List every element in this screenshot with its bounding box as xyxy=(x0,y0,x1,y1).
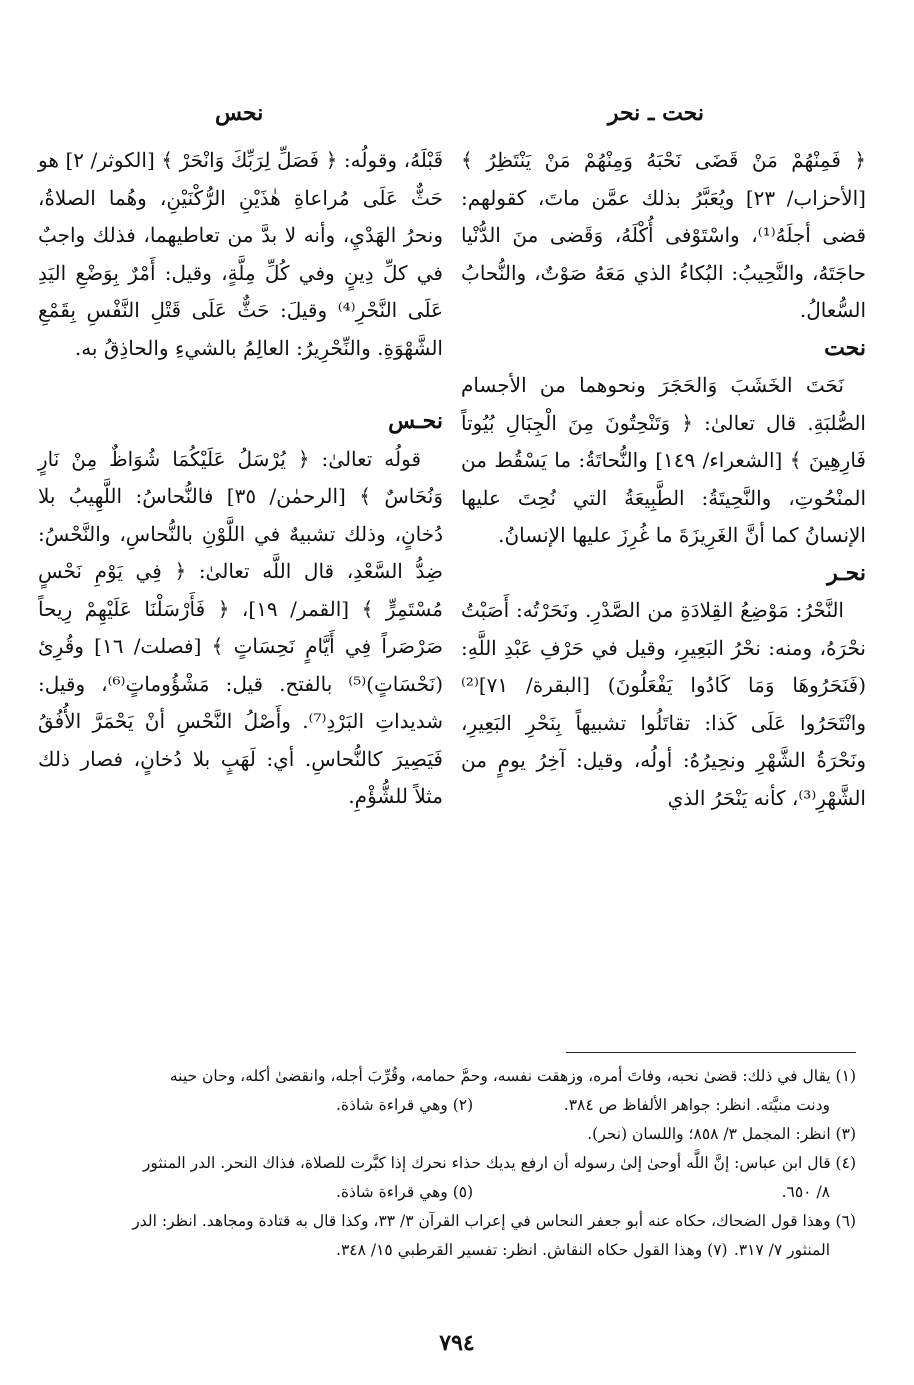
left-column xyxy=(38,142,443,1022)
entry-title-nahr: نحـر xyxy=(827,559,866,586)
footnote-6: (٦) وهذا قول الضحاك، حكاه عنه أبو جعفر النحاس في إعراب القرآن ٣/ ٣٣، وكذا قال به قتادة ومجاهد. انظر: الدر xyxy=(132,1212,856,1230)
footnote-1-continued: ودنت منيَّته. انظر: جواهر الألفاظ ص ٣٨٤. xyxy=(563,1096,830,1114)
paragraph-naht: نَحَتَ الخَشَبَ وَالحَجَرَ ونحوهما من الأجسام الصُّلبَةِ. قال تعالىٰ: ﴿ وَتَنْحِتُونَ مِنَ الْجِبَالِ بُيُوتاً فَارِهِينَ ﴾ [الشعراء/ ١٤٩] والنُّحاتَةُ: ما يَسْقُط من المنْحُوتِ، والنَّحِيتَةُ: الطَّبِيعَةُ التي نُحِتَ عليها الإنسانُ كما أنَّ الغَرِيزَةَ ما غُرِزَ عليها الإنسانُ. xyxy=(461,373,866,547)
running-header-right: نحت ـ نحر xyxy=(607,100,704,126)
footnote-1: (١) يقال في ذلك: قضىٰ نحبه، وفاتَ أمره، وزهقت نفسه، وحمَّ حمامه، وقُرِّبَ أجله، وانقضىٰ أكله، وحان حينه xyxy=(169,1067,856,1085)
page-number: ٧٩٤ xyxy=(439,1330,475,1356)
paragraph-nahb-continued: ﴿ فَمِنْهُمْ مَنْ قَضَى نَحْبَهُ وَمِنْهُمْ مَنْ يَنْتَظِرُ ﴾ [الأحزاب/ ٢٣] ويُعَبَّرُ بذلك عمَّن ماتَ، كقولهم: قضى أجلَهُ⁽¹⁾، واسْتَوْفى أُكْلَهُ، وَقَضى منَ الدُّنْيا حاجَتَهُ، والنَّحِيبُ: البُكاءُ الذي مَعَهُ صَوْتٌ، والنُّحابُ السُّعالُ. xyxy=(461,148,867,322)
footnote-7: (٧) وهذا القول حكاه النقاش. انظر: تفسير القرطبي ١٥/ ٣٤٨. xyxy=(336,1241,728,1259)
footnote-4-continued: ٨/ ٦٥٠. xyxy=(781,1183,830,1201)
footnote-divider xyxy=(566,1052,856,1053)
footnote-6-continued: المنثور ٧/ ٣١٧. xyxy=(733,1241,830,1259)
entry-title-nahs: نحـس xyxy=(388,408,443,434)
footnote-4: (٤) قال ابن عباس: إنَّ اللَّه أوحىٰ إلىٰ رسوله أن ارفع يديك حذاء نحرك إذا كبَّرت للصلاة، فذاك النحر. الدر المنثور xyxy=(142,1154,856,1172)
footnote-3: (٣) انظر: المجمل ٣/ ٨٥٨؛ واللسان (نحر). xyxy=(587,1125,856,1143)
paragraph-nahr: النَّحْرُ: مَوْضِعُ القِلادَةِ من الصَّدْرِ. ونَحَرْتُه: أَصَبْتُ نحْرَهُ، ومنه: نحْرُ البَعِيرِ، وقيل في حَرْفِ عَبْدِ اللَّهِ: (فَنَحَرُوهَا وَمَا كَادُوا يَفْعَلُونَ) [البقرة/ ٧١]⁽²⁾ وانْتَحَرُوا عَلَى كَذا: تقاتَلُوا تشبيهاً بِنَحْرِ البَعِيرِ، ونَحْرَةُ الشَّهْرِ ونحِيرُهُ: أولُه، وقيل: آخِرُ يومٍ من الشَّهْرِ⁽³⁾، كأنه يَنْحَرُ الذي xyxy=(461,598,866,810)
footnote-5: (٥) وهي قراءة شاذة. xyxy=(336,1183,474,1201)
entry-title-naht: نحت xyxy=(824,334,866,361)
footnote-2: (٢) وهي قراءة شاذة. xyxy=(336,1096,474,1114)
paragraph-nahr-continued: قَبْلَهُ، وقولُه: ﴿ فَصَلِّ لِرَبِّكَ وَانْحَرْ ﴾ [الكوثر/ ٢] هو حَثٌّ عَلَى مُراعاةِ هٰذَيْنِ الرُّكْنَيْنِ، وهُما الصلاةُ، ونحرُ الهَدْيِ، وأنه لا بدَّ من تعاطيهما، فذلك واجبٌ في كلِّ دِينٍ وفي كُلِّ مِلَّةٍ، وقيل: أَمْرٌ بِوَضْعِ اليَدِ عَلَى النَّحْرِ⁽⁴⁾ وقيلَ: حَثٌّ عَلَى قَتْلِ النَّفْسِ بِقَمْعِ الشَّهْوَةِ. والنِّحْرِيرُ: العالِمُ بالشيءِ والحاذِقُ به. xyxy=(38,148,444,360)
footnotes xyxy=(36,1062,856,1265)
right-column xyxy=(461,142,866,1022)
paragraph-nahs: قولُه تعالىٰ: ﴿ يُرْسَلُ عَلَيْكُمَا شُوَاظٌ مِنْ نَارٍ وَنُحَاسٌ ﴾ [الرحمٰن/ ٣٥] فالنُّحاسُ: اللَّهِيبُ بلا دُخانٍ، وذلك تشبيهٌ في اللَّوْنِ بالنُّحاسِ، والنَّحْسُ: ضِدُّ السَّعْدِ، قال اللَّه تعالىٰ: ﴿ فِي يَوْمِ نَحْسٍ مُسْتَمِرٍّ ﴾ [القمر/ ١٩]، ﴿ فَأَرْسَلْنَا عَلَيْهِمْ رِيحاً صَرْصَراً فِي أَيَّامٍ نَحِسَاتٍ ﴾ [فصلت/ ١٦] وقُرِئ (نَحْسَاتٍ)⁽⁵⁾ بالفتح. قيل: مَشْؤُوماتٍ⁽⁶⁾، وقيل: شديداتِ البَرْدِ⁽⁷⁾. وأَصْلُ النَّحْسِ أنْ يَحْمَرَّ الأُفُقُ فَيَصِيرَ كالنُّحاسِ. أي: لَهَبٍ بلا دُخانٍ، فصار ذلك مثلاً للشُّؤْمِ. xyxy=(38,446,444,808)
running-header-left: نحس xyxy=(215,100,264,126)
